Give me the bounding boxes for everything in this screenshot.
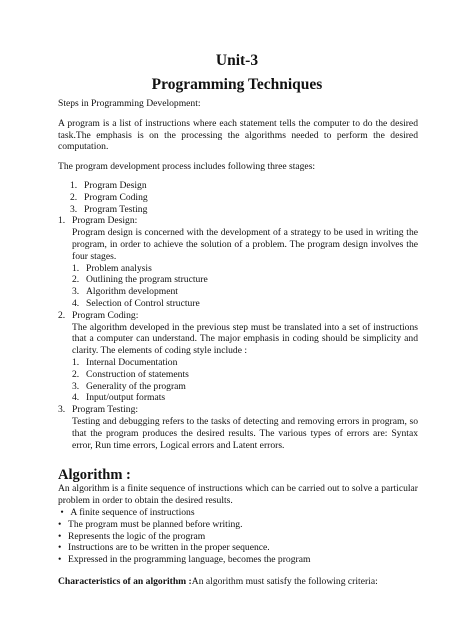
list-item: 4. Selection of Control structure (72, 297, 200, 309)
bullet-icon: • (58, 542, 62, 554)
list-item: 1. Program Design (70, 179, 147, 191)
list-item: • A finite sequence of instructions (60, 506, 195, 518)
bullet-icon: • (58, 530, 62, 542)
intro-heading: Steps in Programming Development: (58, 98, 201, 109)
characteristics-line (58, 576, 418, 588)
design-stages-list (58, 263, 418, 310)
list-item: • The program must be planned before writing. (58, 518, 243, 530)
algorithm-bullet-list (58, 507, 418, 566)
section-program-design (58, 215, 418, 309)
list-item: 1. Internal Documentation (72, 356, 178, 368)
list-item: • Instructions are to be written in the proper sequence. (58, 542, 270, 554)
section-heading: 2. Program Coding: (58, 309, 139, 321)
algorithm-definition: An algorithm is a finite sequence of instructions which can be carried out to solve a particular problem in order to obtain the desired results. (58, 483, 418, 507)
intro-paragraph: A program is a list of instructions where each statement tells the computer to do the desired task.The emphasis is on the processing the algorithms needed to perform the desired computation. (58, 117, 418, 153)
stages-list (58, 180, 418, 215)
bullet-icon: • (60, 506, 64, 518)
list-item: 3. Program Testing (70, 203, 148, 215)
page-title: Programming Techniques (151, 76, 323, 93)
section-body: Testing and debugging refers to the tasks of detecting and removing errors in program, so that the program produces the desired results. The various types of errors are: Syntax error, Run time errors, Logical errors and Latent errors. (72, 415, 418, 451)
stages-intro: The program development process includes following three stages: (58, 161, 316, 173)
section-heading: 1. Program Design: (58, 215, 138, 227)
characteristics-text: An algorithm must satisfy the following criteria: (191, 575, 378, 587)
section-program-coding (58, 310, 418, 404)
coding-elements-list (58, 357, 418, 404)
section-body: The algorithm developed in the previous step must be translated into a set of instructions that a computer can understand. The major emphasis in coding should be simplicity and clarity. The elements of coding style include : (72, 321, 418, 357)
document-body (58, 98, 418, 588)
list-item: 3. Algorithm development (72, 286, 178, 298)
list-item: 2. Construction of statements (72, 368, 189, 380)
characteristics-label: Characteristics of an algorithm : (58, 575, 192, 587)
list-item: 2. Outlining the program structure (72, 274, 208, 286)
list-item: 1. Problem analysis (72, 262, 152, 274)
bullet-icon: • (58, 554, 62, 566)
bullet-icon: • (58, 518, 62, 530)
algorithm-heading: Algorithm : (58, 467, 131, 484)
section-program-testing (58, 404, 418, 451)
list-item: • Represents the logic of the program (58, 530, 206, 542)
list-item: 3. Generality of the program (72, 380, 186, 392)
unit-title: Unit-3 (215, 52, 259, 69)
list-item: • Expressed in the programming language, becomes the program (58, 554, 311, 566)
section-body: Program design is concerned with the development of a strategy to be used in writing the program, in order to achieve the solution of a problem. The program design involves the four stages. (72, 227, 418, 262)
list-item: 4. Input/output formats (72, 392, 166, 404)
section-heading: 3. Program Testing: (58, 404, 139, 416)
list-item: 2. Program Coding (70, 191, 148, 203)
